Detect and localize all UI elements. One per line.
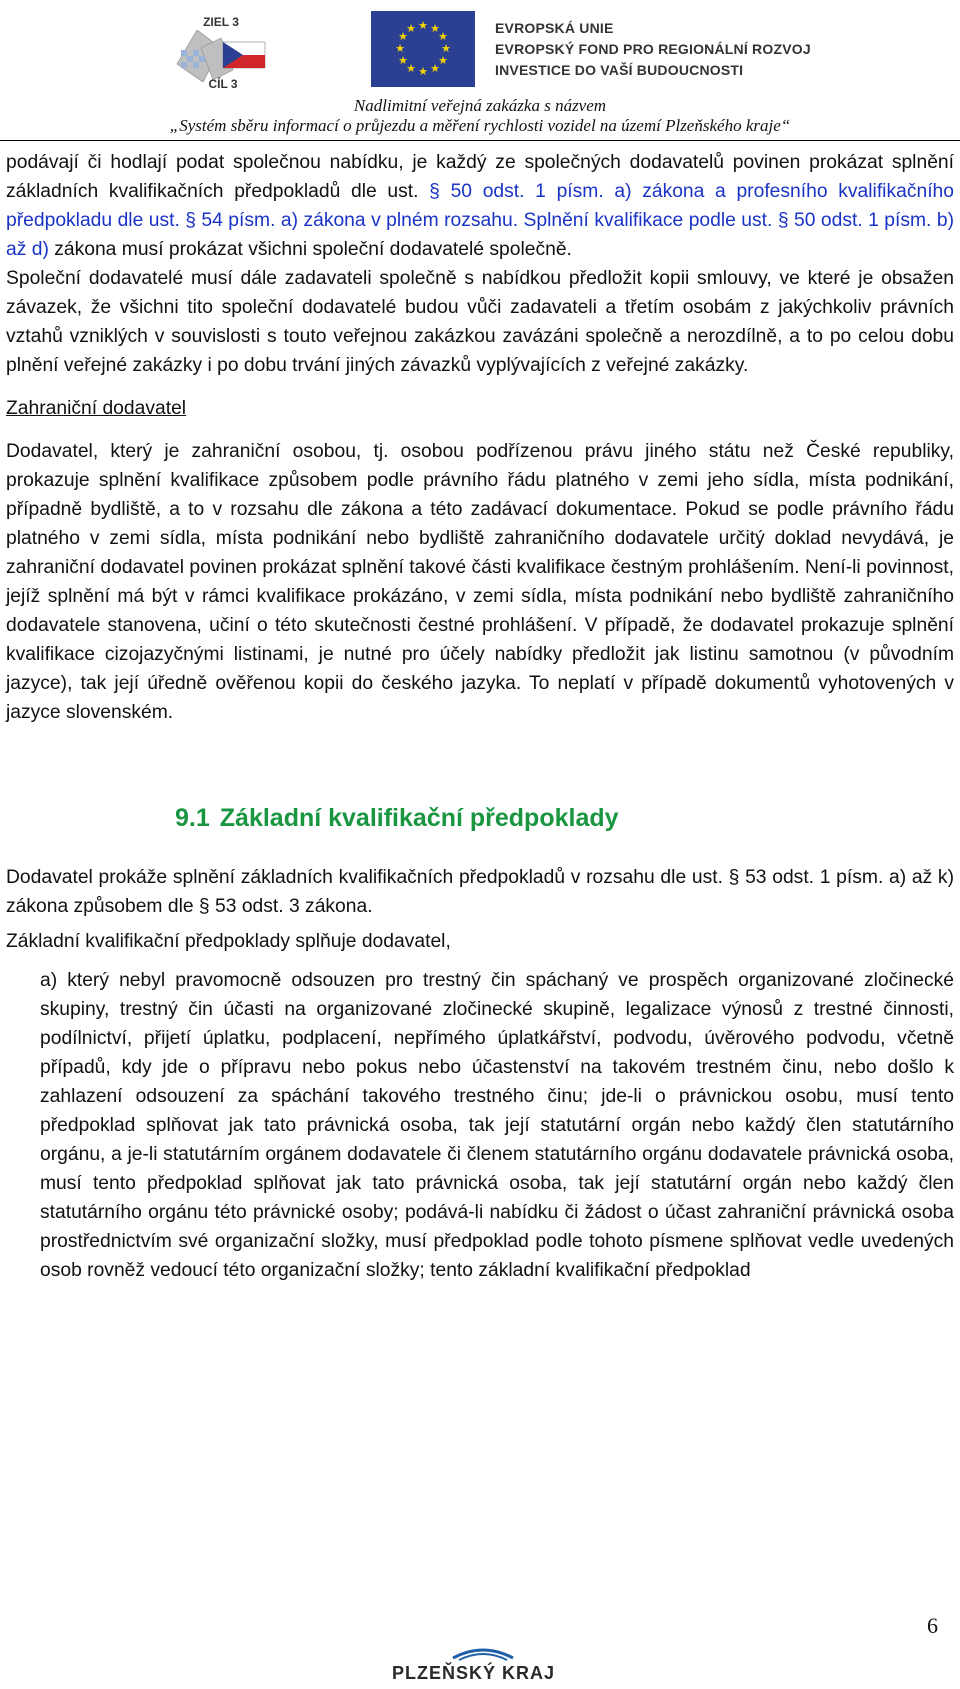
document-body — [6, 148, 954, 1285]
section-title: Základní kvalifikační předpoklady — [219, 804, 619, 832]
svg-text:★: ★ — [406, 22, 416, 35]
eu-line-3: INVESTICE DO VAŠÍ BUDOUCNOSTI — [495, 62, 744, 78]
eu-line-1: EVROPSKÁ UNIE — [495, 20, 614, 36]
svg-text:★: ★ — [430, 62, 440, 75]
logo-top-label: ZIEL 3 — [203, 15, 239, 29]
paragraph-text-end: zákona musí prokázat všichni společní dodavatelé společně. — [48, 239, 572, 260]
eu-line-2: EVROPSKÝ FOND PRO REGIONÁLNÍ ROZVOJ — [495, 41, 811, 57]
footer-region-name: PLZEŇSKÝ KRAJ — [392, 1663, 556, 1683]
svg-text:★: ★ — [418, 19, 428, 32]
paragraph-joint-suppliers — [6, 148, 954, 264]
section-heading — [6, 802, 954, 834]
subheading-foreign-supplier: Zahraniční dodavatel — [6, 398, 187, 419]
svg-text:★: ★ — [398, 54, 408, 67]
eu-flag-icon — [371, 11, 475, 87]
svg-text:★: ★ — [430, 22, 440, 35]
svg-text:★: ★ — [438, 54, 448, 67]
svg-text:★: ★ — [398, 30, 408, 43]
project-title-line-2: „Systém sběru informací o průjezdu a měření rychlosti vozidel na území Plzeňského kraje“ — [169, 116, 791, 135]
project-title-line-1: Nadlimitní veřejná zakázka s názvem — [353, 96, 607, 115]
section-number: 9.1 — [175, 804, 210, 832]
logo-bottom-label: CÍL 3 — [208, 77, 238, 91]
ziel3-logo — [163, 12, 281, 92]
svg-text:★: ★ — [438, 30, 448, 43]
project-title — [0, 96, 960, 136]
paragraph-foreign-supplier: Dodavatel, který je zahraniční osobou, tj. osobou podřízenou právu jiného státu než České republiky, prokazuje splnění kvalifikace způsobem podle právního řádu platného v zemi jeho sídla, místa podnikání, případně bydliště, a to v rozsahu dle zákona a této zadávací dokumentace. Pokud se podle právního řádu platného v zemi sídla, místa podnikání nebo bydliště zahraničního dodavatele určitý doklad nevydává, je zahraniční dodavatel povinen prokázat splnění takové části kvalifikace čestným prohlášením. Není-li povinnost, jejíž splnění má být v rámci kvalifikace prokázáno, v zemi sídla, místa podnikání nebo bydliště zahraničního dodavatele stanovena, učiní o této skutečnosti čestné prohlášení. V případě, že dodavatel prokazuje splnění kvalifikace cizojazyčnými listinami, je nutné pro účely nabídky předložit jak listinu samotnou (v původním jazyce), tak její úředně ověřenou kopii do českého jazyka. To neplatí v případě dokumentů vyhotovených v jazyce slovenském. — [6, 441, 954, 723]
paragraph-qualification-intro: Základní kvalifikační předpoklady splňuje dodavatel, — [6, 931, 451, 952]
svg-text:★: ★ — [395, 42, 405, 55]
svg-text:★: ★ — [441, 42, 451, 55]
paragraph-basic-qualification: Dodavatel prokáže splnění základních kvalifikačních předpokladů v rozsahu dle ust. § 53 odst. 1 písm. a) až k) zákona způsobem dle § 53 odst. 3 zákona. — [6, 867, 954, 917]
list-item-a: a) který nebyl pravomocně odsouzen pro trestný čin spáchaný ve prospěch organizované zločinecké skupiny, trestný čin účasti na organizované zločinecké skupině, legalizace výnosů z trestné činnosti, podílnictví, přijetí úplatku, podplacení, nepřímého úplatkářství, podvodu, úvěrového podvodu, včetně případů, kdy jde o přípravu nebo pokus nebo účastenství na takovém trestném činu, nebo došlo k zahlazení odsouzení za spáchání takového trestného činu; jde-li o právnickou osobu, musí tento předpoklad splňovat jak tato právnická osoba, tak její statutární orgán nebo každý člen statutárního orgánu, a je-li statutárním orgánem dodavatele či členem statutárního orgánu dodavatele právnická osoba, musí tento předpoklad splňovat jak tato právnická osoba, tak její statutární orgán nebo každý člen statutárního orgánu této právnické osoby; podává-li nabídku či žádost o účast zahraniční právnická osoba prostřednictvím své organizační složky, musí předpoklad podle tohoto písmene splňovat vedle uvedených osob rovněž vedoucí této organizační složky; tento základní kvalifikační předpoklad — [40, 970, 954, 1281]
paragraph-contract-copy: Společní dodavatelé musí dále zadavateli společně s nabídkou předložit kopii smlouvy, ve které je obsažen závazek, že všichni tito společní dodavatelé budou vůči zadavateli a třetím osobám z jakýchkoliv právních vztahů vzniklých v souvislosti s touto veřejnou zakázkou zavázáni společně a nerozdílně, a to po celou dobu plnění veřejné zakázky i po dobu trvání jiných závazků vyplývajících z veřejné zakázky. — [6, 268, 954, 376]
header-divider — [0, 140, 960, 141]
page-header — [0, 0, 960, 135]
eu-funding-text — [495, 18, 811, 81]
page-number: 6 — [927, 1613, 938, 1638]
svg-text:★: ★ — [406, 62, 416, 75]
law-reference-text: § 50 odst. 1 písm. a) zákona a profesního kvalifikačního předpokladu dle ust. § 54 písm. a) zákona v plném rozsahu. Splnění kvalifikace podle ust. § 50 odst. 1 písm. b) až d) — [6, 181, 954, 260]
paragraph-text: podávají či hodlají podat společnou nabídku, je každý ze společných dodavatelů povinen prokázat splnění základních kvalifikačních předpokladů dle ust. — [6, 152, 954, 202]
svg-text:★: ★ — [418, 65, 428, 78]
